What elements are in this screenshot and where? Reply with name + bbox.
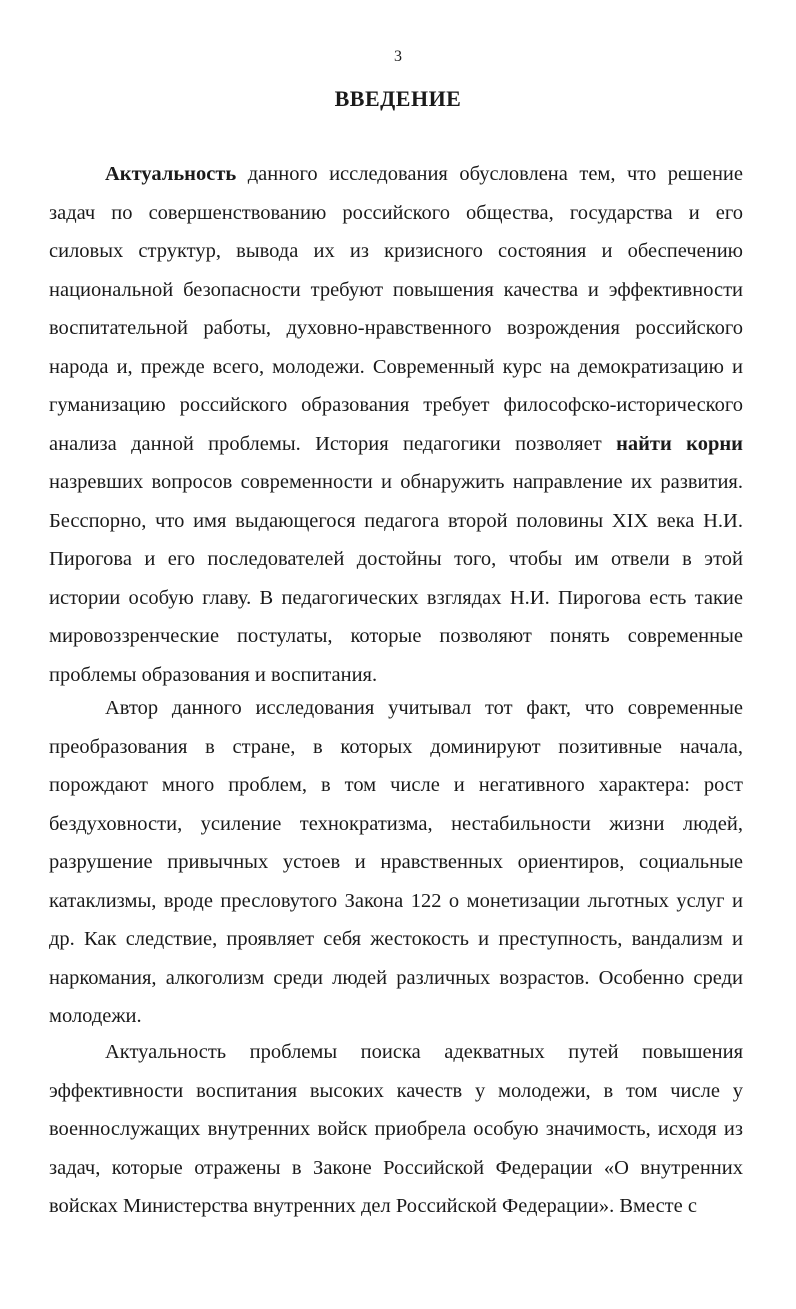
paragraph-1-lead-bold: Актуальность — [105, 163, 237, 185]
paragraph-1-text — [49, 155, 743, 694]
paragraph-1 — [49, 155, 743, 694]
paragraph-2-text: Автор данного исследования учитывал тот факт, что современные преобразования в стране, в которых доминируют позитивные начала, порождают много проблем, в том числе и негативного характера: рост бездуховности, усиление технократизма, нестабильности жизни людей, разрушение привычных устоев и нравственных ориентиров, социальные катаклизмы, вроде пресловутого Закона 122 о монетизации льготных услуг и др. Как следствие, проявляет себя жестокость и преступность, вандализм и наркомания, алкоголизм среди людей различных возрастов. Особенно среди молодежи. — [49, 697, 743, 1027]
paragraph-3 — [49, 1033, 743, 1226]
paragraph-1-text-b: назревших вопросов современности и обнаружить направление их развития. Бесспорно, что имя выдающегося педагога второй половины XIX века Н.И. Пирогова и его последователей достойны того, чтобы им отвели в этой истории особую главу. В педагогических взглядах Н.И. Пирогова есть такие мировоззренческие постулаты, которые позволяют понять современные проблемы образования и воспитания. — [49, 471, 743, 686]
paragraph-1-text-a: данного исследования обусловлена тем, что решение задач по совершенствованию российского общества, государства и его силовых структур, вывода их из кризисного состояния и обеспечению национальной безопасности требуют повышения качества и эффективности воспитательной работы, духовно-нравственного возрождения российского народа и, прежде всего, молодежи. Современный курс на демократизацию и гуманизацию российского образования требует философско-исторического анализа данной проблемы. История педагогики позволяет — [49, 163, 743, 455]
paragraph-2 — [49, 689, 743, 1036]
paragraph-1-bold-phrase: найти корни — [616, 432, 743, 455]
paragraph-3-text: Актуальность проблемы поиска адекватных путей повышения эффективности воспитания высоких качеств у молодежи, в том числе у военнослужащих внутренних войск приобрела особую значимость, исходя из задач, которые отражены в Законе Российской Федерации «О внутренних войсках Министерства внутренних дел Российской Федерации». Вместе с — [49, 1041, 743, 1217]
page-number: 3 — [394, 48, 402, 65]
page-title: ВВЕДЕНИЕ — [334, 86, 462, 111]
